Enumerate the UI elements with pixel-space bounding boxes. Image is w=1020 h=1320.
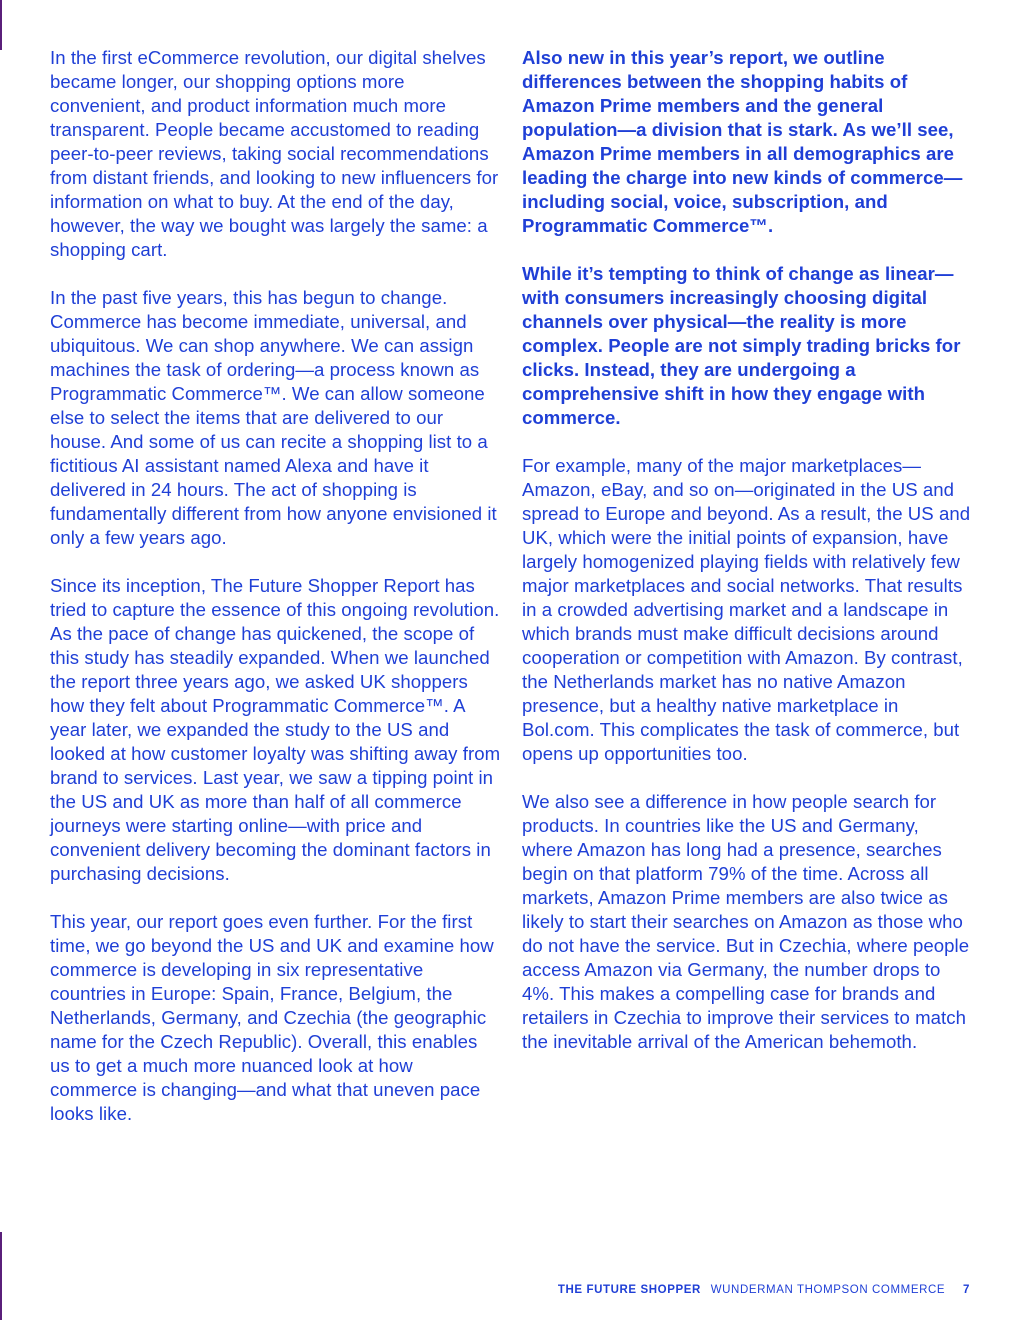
page-edge-mark-top: [0, 0, 2, 50]
left-column: [50, 46, 502, 1150]
left-paragraph-1: In the first eCommerce revolution, our digital shelves became longer, our shopping options more convenient, and product information much more transparent. People became accustomed to reading peer-to-peer reviews, taking social recommendations from distant friends, and looking to new influencers for information on what to buy. At the end of the day, however, the way we bought was largely the same: a shopping cart.: [50, 47, 499, 260]
right-bold-paragraph-1: Also new in this year’s report, we outline differences between the shopping habits of Amazon Prime members and the general population—a division that is stark. As we’ll see, Amazon Prime members in all demographics are leading the charge into new kinds of commerce—including social, voice, subscription, and Programmatic Commerce™.: [522, 47, 963, 236]
right-bold-paragraph-2: While it’s tempting to think of change as linear—with consumers increasingly choosing digital channels over physical—the reality is more complex. People are not simply trading bricks for clicks. Instead, they are undergoing a comprehensive shift in how they engage with commerce.: [522, 263, 961, 428]
right-paragraph-1: For example, many of the major marketplaces—Amazon, eBay, and so on—originated in the US and spread to Europe and beyond. As a result, the US and UK, which were the initial points of expansion, have largely homogenized playing fields with relatively few major marketplaces and social networks. That results in a crowded advertising market and a landscape in which brands must make difficult decisions around cooperation or competition with Amazon. By contrast, the Netherlands market has no native Amazon presence, but a healthy native marketplace in Bol.com. This complicates the task of commerce, but opens up opportunities too.: [522, 455, 971, 764]
left-paragraph-2: In the past five years, this has begun to change. Commerce has become immediate, universal, and ubiquitous. We can shop anywhere. We can assign machines the task of ordering—a process known as Programmatic Commerce™. We can allow someone else to select the items that are delivered to our house. And some of us can recite a shopping list to a fictitious AI assistant named Alexa and have it delivered in 24 hours. The act of shopping is fundamentally different from how anyone envisioned it only a few years ago.: [50, 287, 497, 548]
left-paragraph-3: Since its inception, The Future Shopper Report has tried to capture the essence of this ongoing revolution. As the pace of change has quickened, the scope of this study has steadily expanded. When we launched the report three years ago, we asked UK shoppers how they felt about Programmatic Commerce™. A year later, we expanded the study to the US and looked at how customer loyalty was shifting away from brand to services. Last year, we saw a tipping point in the US and UK as more than half of all commerce journeys were starting online—with price and convenient delivery becoming the dominant factors in purchasing decisions.: [50, 575, 501, 884]
footer-brand: THE FUTURE SHOPPER: [557, 1284, 701, 1296]
page-number: 7: [963, 1284, 970, 1296]
footer-company: WUNDERMAN THOMPSON COMMERCE: [710, 1284, 946, 1296]
page-edge-mark-bottom: [0, 1232, 2, 1320]
right-column: [522, 46, 974, 1078]
right-paragraph-2: We also see a difference in how people search for products. In countries like the US and Germany, where Amazon has long had a presence, searches begin on that platform 79% of the time. Across all markets, Amazon Prime members are also twice as likely to start their searches on Amazon as those who do not have the service. But in Czechia, where people access Amazon via Germany, the number drops to 4%. This makes a compelling case for brands and retailers in Czechia to improve their services to match the inevitable arrival of the American behemoth.: [522, 791, 970, 1052]
left-paragraph-4: This year, our report goes even further. For the first time, we go beyond the US and UK and examine how commerce is developing in six representative countries in Europe: Spain, France, Belgium, the Netherlands, Germany, and Czechia (the geographic name for the Czech Republic). Overall, this enables us to get a much more nuanced look at how commerce is changing—and what that uneven pace looks like.: [50, 911, 494, 1124]
page-footer: [558, 1284, 970, 1296]
